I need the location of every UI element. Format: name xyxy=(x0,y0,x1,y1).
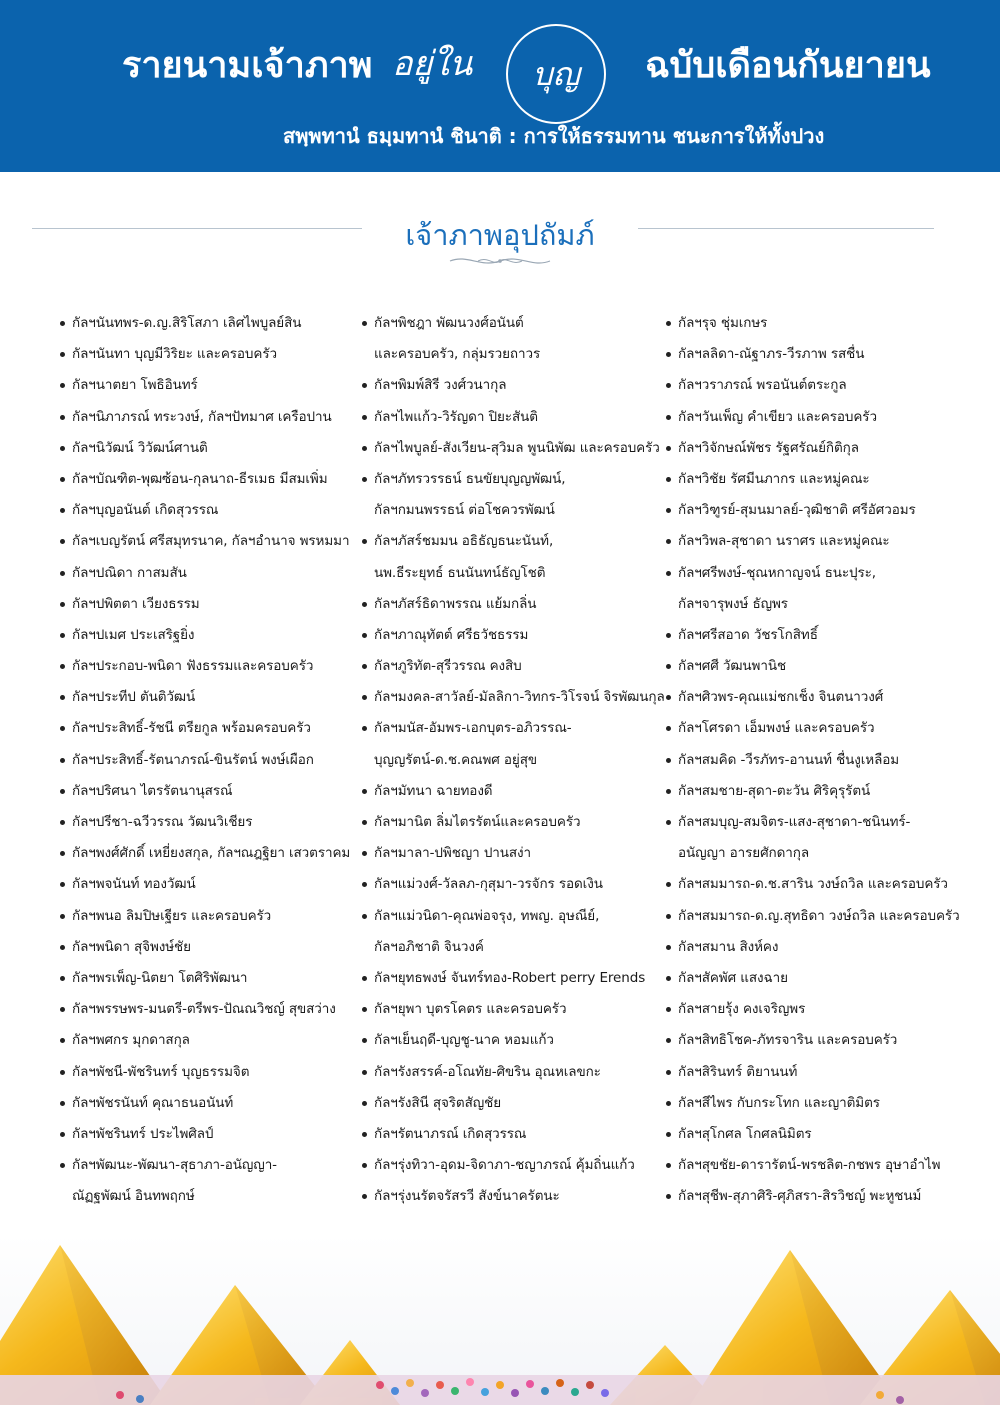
sponsor-entry: กัลฯรุจ ชุ่มเกษร xyxy=(666,308,1000,339)
sponsor-entry: กัลฯพรเพ็ญ-นิตยา โตศิริพัฒนา xyxy=(60,963,400,994)
sponsor-entry: กัลฯยุทธพงษ์ จันทร์ทอง-Robert perry Erends xyxy=(362,963,702,994)
sponsor-entry: กัลฯรังสินี สุจริตสัญชัย xyxy=(362,1088,702,1119)
sponsor-entry: กัลฯมัทนา ฉายทองดี xyxy=(362,776,702,807)
sponsor-entry: กัลฯศศี วัฒนพานิช xyxy=(666,651,1000,682)
sponsor-entry: กัลฯบัณฑิต-พุฒซ้อน-กุลนาถ-ธีรเมธ มีสมเพิ่ม xyxy=(60,464,400,495)
sponsor-entry: กัลฯนันทพร-ด.ญ.สิริโสภา เลิศไพบูลย์สิน xyxy=(60,308,400,339)
sponsor-list-column-2 xyxy=(362,308,702,1212)
sponsor-entry: กัลฯพัชนี-พัชรินทร์ บุญธรรมจิต xyxy=(60,1057,400,1088)
sponsor-entry-continuation: นพ.ธีระยุทธ์ ธนนันทน์ธัญโชติ xyxy=(374,564,546,581)
sponsor-entry: กัลฯสุโกศล โกศลนิมิตร xyxy=(666,1119,1000,1150)
sponsor-entry: กัลฯพจนันท์ ทองวัฒน์ xyxy=(60,869,400,900)
sponsor-entry: กัลฯสมคิด -วีรภัทร-อานนท์ ชื่นงูเหลือม xyxy=(666,745,1000,776)
sponsor-entry: กัลฯบุญอนันต์ เกิดสุวรรณ xyxy=(60,495,400,526)
sponsor-entry: กัลฯมนัส-อัมพร-เอกบุตร-อภิวรรณ- xyxy=(362,713,702,744)
sponsor-entry: กัลฯประทีป ตันติวัฒน์ xyxy=(60,682,400,713)
sponsor-entry-continuation: กัลฯจารุพงษ์ ธัญพร xyxy=(678,595,788,612)
sponsor-entry: กัลฯสมาน สิงห์คง xyxy=(666,932,1000,963)
sponsor-entry-continuation: กัลฯกมนพรรธน์ ต่อโชควรพัฒน์ xyxy=(374,502,555,519)
sponsor-entry: กัลฯสิรินทร์ ติยานนท์ xyxy=(666,1057,1000,1088)
logo-circle-emblem xyxy=(506,24,606,124)
sponsor-entry: กัลฯประสิทธิ์-รัตนาภรณ์-ขินรัตน์ พงษ์เผือก xyxy=(60,745,400,776)
header-title-left: รายนามเจ้าภาพ xyxy=(122,45,373,86)
golden-pyramids-artwork xyxy=(0,1235,1000,1405)
sponsor-entry: กัลฯวิพล-สุชาดา นราศร และหมู่คณะ xyxy=(666,526,1000,557)
sponsor-entry-continuation: บุญญรัตน์-ด.ช.คณพศ อยู่สุข xyxy=(374,751,538,768)
sponsor-entry: กัลฯวิฑูรย์-สุมนมาลย์-วุฒิชาติ ศรีอัศวอมร xyxy=(666,495,1000,526)
sponsor-entry: กัลฯรังสรรค์-อโณทัย-ศิขริน อุณหเลขกะ xyxy=(362,1057,702,1088)
sponsor-entry: กัลฯพนอ ลิมปิษเฐียร และครอบครัว xyxy=(60,901,400,932)
sponsor-entry-continuation: และครอบครัว, กลุ่มรวยถาวร xyxy=(374,346,541,363)
sponsor-entry: กัลฯปรีชา-ฉวีวรรณ วัฒนวิเชียร xyxy=(60,807,400,838)
sponsor-entry: กัลฯภัสร์ธิดาพรรณ แย้มกลิ่น xyxy=(362,589,702,620)
sponsor-entry: กัลฯสิทธิโชค-ภัทรจาริน และครอบครัว xyxy=(666,1025,1000,1056)
logo-circle-text: บุญ xyxy=(532,54,580,93)
sponsor-entry: กัลฯมงคล-สาวัลย์-มัลลิกา-วิทกร-วิโรจน์ จิรพัฒนกุล xyxy=(362,682,702,713)
sponsor-entry: กัลฯวิชัย รัศมีนภากร และหมู่คณะ xyxy=(666,464,1000,495)
sponsor-entry: กัลฯรัตนาภรณ์ เกิดสุวรรณ xyxy=(362,1119,702,1150)
section-divider-right xyxy=(638,228,934,229)
sponsor-entry: กัลฯภัทรวรรธน์ ธนขัยบุญญพัฒน์, xyxy=(362,464,702,495)
sponsor-entry: กัลฯสมบุญ-สมจิตร-แสง-สุชาดา-ชนินทร์- xyxy=(666,807,1000,838)
sponsor-entry: กัลฯพนิดา สุจิพงษ์ชัย xyxy=(60,932,400,963)
sponsor-entry: กัลฯสุขชัย-ดารารัตน์-พรชลิต-กชพร อุษาอำไพ xyxy=(666,1150,1000,1181)
flourish-ornament-icon xyxy=(448,254,552,268)
sponsor-entry: กัลฯนันทา บุญมีวิริยะ และครอบครัว xyxy=(60,339,400,370)
header-subtitle: สพฺพทานํ ธมฺมทานํ ชินาติ : การให้ธรรมทาน ชนะการให้ทั้งปวง xyxy=(283,124,825,148)
sponsor-list-column-1 xyxy=(60,308,400,1212)
sponsor-entry: กัลฯรุ่งนรัตจรัสรวี สังข์นาครัตนะ xyxy=(362,1181,702,1212)
sponsor-entry: กัลฯสมมารถ-ด.ญ.สุทธิดา วงษ์ถวิล และครอบครัว xyxy=(666,901,1000,932)
sponsor-entry: กัลฯภัสร์ชมมน อธิธัญธนะนันท์, xyxy=(362,526,702,557)
sponsor-entry: กัลฯปเมศ ประเสริฐยิ่ง xyxy=(60,620,400,651)
sponsor-entry: กัลฯวันเพ็ญ คำเขียว และครอบครัว xyxy=(666,402,1000,433)
header-banner xyxy=(0,0,1000,172)
sponsor-entry-continuation: ณัฏฐพัฒน์ อินทพฤกษ์ xyxy=(72,1188,195,1205)
sponsor-entry: กัลฯปริศนา ไตรรัตนานุสรณ์ xyxy=(60,776,400,807)
sponsor-entry: กัลฯพัฒนะ-พัฒนา-สุธาภา-อนัญญา- xyxy=(60,1150,400,1181)
sponsor-entry: กัลฯวราภรณ์ พรอนันต์ตระกูล xyxy=(666,370,1000,401)
sponsor-entry: กัลฯสายรุ้ง คงเจริญพร xyxy=(666,994,1000,1025)
sponsor-entry: กัลฯสีไพร กับกระโทก และญาติมิตร xyxy=(666,1088,1000,1119)
sponsor-entry: กัลฯยุพา บุตรโคตร และครอบครัว xyxy=(362,994,702,1025)
sponsor-entry: กัลฯพงศ์ศักดิ์ เหยี่ยงสกุล, กัลฯณฎฐิยา เสวตราคม xyxy=(60,838,400,869)
sponsor-entry: กัลฯแม่วงศ์-วัลลภ-กุสุมา-วรจักร รอดเงิน xyxy=(362,869,702,900)
sponsor-entry: กัลฯวิจักษณ์พัชร รัฐศรัณย์กิติกุล xyxy=(666,433,1000,464)
sponsor-entry: กัลฯมาลา-ปพิชญา ปานสง่า xyxy=(362,838,702,869)
sponsor-entry: กัลฯพิมพ์สิรี วงศ์วนากุล xyxy=(362,370,702,401)
sponsor-entry: กัลฯมานิต ลิ่มไตรรัตน์และครอบครัว xyxy=(362,807,702,838)
sponsor-entry: กัลฯประกอบ-พนิดา ฟังธรรมและครอบครัว xyxy=(60,651,400,682)
sponsor-entry: กัลฯนิภาภรณ์ ทระวงษ์, กัลฯปัทมาศ เครือปาน xyxy=(60,402,400,433)
sponsor-entry: กัลฯพัชรนันท์ คุณาธนอนันท์ xyxy=(60,1088,400,1119)
header-title-right: ฉบับเดือนกันยายน xyxy=(645,45,931,86)
sponsor-entry: กัลฯศรีพงษ์-ชุณหกาญจน์ ธนะปุระ, xyxy=(666,558,1000,589)
sponsor-entry: กัลฯไพแก้ว-วิรัญดา ปิยะสันติ xyxy=(362,402,702,433)
sponsor-entry: กัลฯภาณุทัตต์ ศรีธวัชธรรม xyxy=(362,620,702,651)
sponsor-entry: กัลฯภูริทัต-สุรีวรรณ คงสิบ xyxy=(362,651,702,682)
sponsor-entry: กัลฯพศกร มุกดาสกุล xyxy=(60,1025,400,1056)
logo-script-text: อยู่ใน xyxy=(392,44,473,84)
sponsor-entry: กัลฯแม่วนิดา-คุณพ่อจรุง, ทพญ. อุษณีย์, xyxy=(362,901,702,932)
sponsor-entry: กัลฯพรรษพร-มนตรี-ตรีพร-ปัณณวิชญ์ สุขสว่าง xyxy=(60,994,400,1025)
sponsor-entry: กัลฯไพบูลย์-สังเวียน-สุวิมล พูนนิพัฒ และครอบครัว xyxy=(362,433,702,464)
sponsor-entry: กัลฯเบญรัตน์ ศรีสมุทรนาค, กัลฯอำนาจ พรหมมา xyxy=(60,526,400,557)
sponsor-entry: กัลฯเย็นฤดี-บุญชู-นาค หอมแก้ว xyxy=(362,1025,702,1056)
sponsor-entry: กัลฯพิชฎา พัฒนวงศ์อนันต์ xyxy=(362,308,702,339)
sponsor-entry: กัลฯประสิทธิ์-รัชนี ตรียกูล พร้อมครอบครัว xyxy=(60,713,400,744)
sponsor-entry-continuation: กัลฯอภิชาติ จินวงค์ xyxy=(374,938,484,955)
sponsor-entry-continuation: อนัญญา อารยศักดากุล xyxy=(678,845,810,862)
sponsor-entry: กัลฯนาตยา โพธิอินทร์ xyxy=(60,370,400,401)
sponsor-entry: กัลฯนิวัฒน์ วิวัฒน์ศานติ xyxy=(60,433,400,464)
sponsor-entry: กัลฯปพิตตา เวียงธรรม xyxy=(60,589,400,620)
sponsor-entry: กัลฯศิวพร-คุณแม่ชกเช็ง จินตนาวงศ์ xyxy=(666,682,1000,713)
sponsor-entry: กัลฯสมชาย-สุดา-ตะวัน ศิริคุรุรัตน์ xyxy=(666,776,1000,807)
sponsor-entry: กัลฯศรีสอาด วัชรโกสิทธิ์ xyxy=(666,620,1000,651)
sponsor-entry: กัลฯพัชรินทร์ ประไพศิลป์ xyxy=(60,1119,400,1150)
sponsor-entry: กัลฯปณิดา กาสมสัน xyxy=(60,558,400,589)
sponsor-entry: กัลฯลลิดา-ณัฐาภร-วีรภาพ รสชื่น xyxy=(666,339,1000,370)
sponsor-entry: กัลฯโศรดา เอ็มพงษ์ และครอบครัว xyxy=(666,713,1000,744)
sponsor-entry: กัลฯสัคพัศ แสงฉาย xyxy=(666,963,1000,994)
sponsor-entry: กัลฯสุชีพ-สุภาศิริ-ศุภิสรา-สิรวิชญ์ พะหูชนม์ xyxy=(666,1181,1000,1212)
sponsor-entry: กัลฯรุ่งทิวา-อุดม-จิดาภา-ชญาภรณ์ คุ้มถิ่นแก้ว xyxy=(362,1150,702,1181)
sponsor-entry: กัลฯสมมารถ-ด.ช.สาริน วงษ์ถวิล และครอบครัว xyxy=(666,869,1000,900)
sponsor-list-column-3 xyxy=(666,308,1000,1212)
section-divider-left xyxy=(32,228,362,229)
section-title: เจ้าภาพอุปถัมภ์ xyxy=(405,218,595,252)
